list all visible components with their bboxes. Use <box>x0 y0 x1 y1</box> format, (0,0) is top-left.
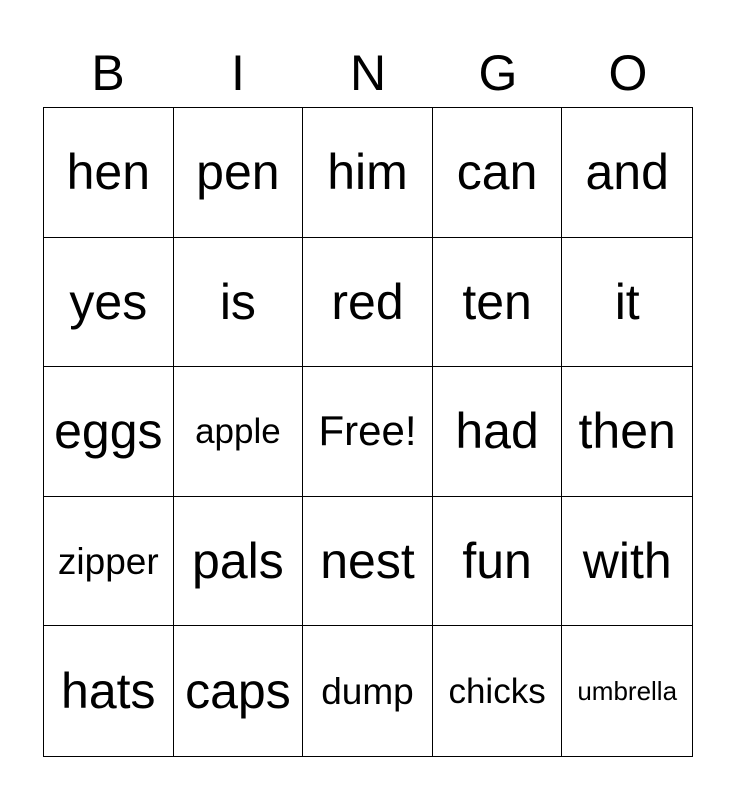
bingo-cell-r0-c1[interactable]: pen <box>174 108 304 238</box>
bingo-cell-r4-c1[interactable]: caps <box>174 626 304 756</box>
header-letter-b: B <box>91 45 125 101</box>
bingo-cell-r2-c4[interactable]: then <box>562 367 692 497</box>
bingo-cell-r2-c1[interactable]: apple <box>174 367 304 497</box>
bingo-cell-r0-c2[interactable]: him <box>303 108 433 238</box>
header-letter-g: G <box>478 45 518 101</box>
bingo-cell-r1-c4[interactable]: it <box>562 238 692 368</box>
bingo-cell-r3-c0[interactable]: zipper <box>44 497 174 627</box>
bingo-cell-r4-c0[interactable]: hats <box>44 626 174 756</box>
bingo-header <box>43 40 693 106</box>
bingo-cell-r1-c0[interactable]: yes <box>44 238 174 368</box>
header-letter-n: N <box>349 45 387 101</box>
bingo-cell-r1-c2[interactable]: red <box>303 238 433 368</box>
bingo-board <box>43 107 693 757</box>
bingo-cell-r4-c2[interactable]: dump <box>303 626 433 756</box>
bingo-cell-r2-c3[interactable]: had <box>433 367 563 497</box>
bingo-cell-r3-c3[interactable]: fun <box>433 497 563 627</box>
bingo-cell-r2-c0[interactable]: eggs <box>44 367 174 497</box>
bingo-cell-r3-c1[interactable]: pals <box>174 497 304 627</box>
bingo-cell-r0-c0[interactable]: hen <box>44 108 174 238</box>
header-letter-i: I <box>231 45 245 101</box>
bingo-cell-r4-c3[interactable]: chicks <box>433 626 563 756</box>
bingo-cell-r1-c3[interactable]: ten <box>433 238 563 368</box>
header-letter-o: O <box>608 45 648 101</box>
bingo-cell-r3-c4[interactable]: with <box>562 497 692 627</box>
bingo-cell-r1-c1[interactable]: is <box>174 238 304 368</box>
bingo-cell-r0-c4[interactable]: and <box>562 108 692 238</box>
bingo-cell-r0-c3[interactable]: can <box>433 108 563 238</box>
bingo-cell-r3-c2[interactable]: nest <box>303 497 433 627</box>
bingo-cell-r4-c4[interactable]: umbrella <box>577 676 678 707</box>
bingo-cell-free-space[interactable]: Free! <box>303 367 433 497</box>
